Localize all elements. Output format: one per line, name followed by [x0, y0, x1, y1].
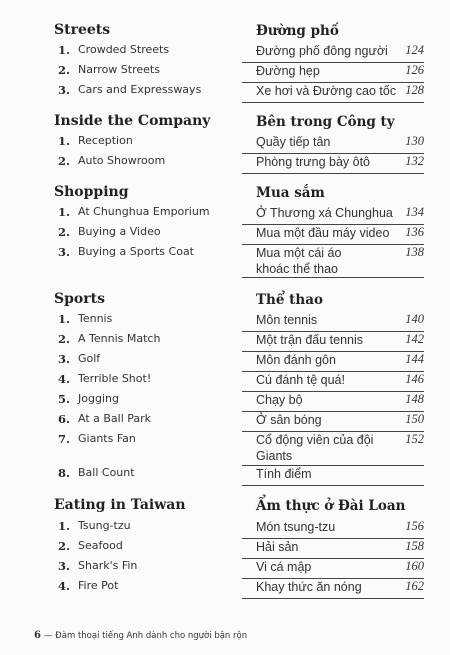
footer-page-number: 6: [34, 630, 41, 641]
item-number: 2.: [57, 63, 70, 77]
list-item: [0, 391, 450, 409]
item-page: 132: [405, 154, 424, 168]
item-page: 134: [405, 205, 424, 219]
item-title-vi: Tính điểm: [256, 467, 312, 481]
item-title-en: Giants Fan: [78, 432, 136, 445]
section-title-vi: Ẩm thực ở Đài Loan: [256, 498, 406, 514]
item-number: 1.: [57, 205, 70, 219]
item-title-en: Tsung-tzu: [78, 519, 131, 532]
item-title-en: Buying a Video: [78, 225, 161, 238]
list-item: [0, 518, 450, 536]
item-number: 7.: [57, 432, 70, 446]
item-title-vi: Cú đánh tệ quá!: [256, 373, 345, 387]
item-title-vi: Đường phố đông người: [256, 44, 388, 58]
list-item: [0, 153, 450, 171]
list-item: [0, 538, 450, 556]
item-page: 160: [405, 559, 424, 573]
item-title-vi: Phòng trưng bày ôtô: [256, 155, 371, 169]
item-number: 4.: [57, 579, 70, 593]
list-item: [0, 62, 450, 80]
item-title-en: Buying a Sports Coat: [78, 245, 194, 258]
item-number: 3.: [57, 245, 70, 259]
item-title-en: At Chunghua Emporium: [78, 205, 210, 218]
list-item: [0, 465, 450, 483]
item-title-vi: Môn tennis: [256, 313, 318, 327]
item-title-en: Narrow Streets: [78, 63, 160, 76]
divider: [242, 598, 424, 599]
item-title-vi: Ở Thương xá Chunghua: [256, 206, 393, 220]
item-number: 1.: [57, 312, 70, 326]
item-title-en: Fire Pot: [78, 579, 119, 592]
item-number: 5.: [57, 392, 70, 406]
item-number: 3.: [57, 352, 70, 366]
item-title-en: Crowded Streets: [78, 43, 170, 56]
item-page: 128: [405, 83, 424, 97]
page-footer: [34, 630, 247, 641]
item-number: 6.: [57, 412, 70, 426]
item-page: 144: [405, 352, 424, 366]
section-title-vi: Thể thao: [256, 292, 323, 308]
list-item: [0, 351, 450, 369]
item-page: 124: [405, 43, 424, 57]
divider: [242, 102, 424, 103]
item-number: 2.: [57, 154, 70, 168]
item-title-vi: Một trận đấu tennis: [256, 333, 364, 347]
section-title-en: Streets: [54, 22, 111, 38]
section-title-en: Sports: [54, 291, 105, 307]
item-title-en: Seafood: [78, 539, 123, 552]
list-item: [0, 331, 450, 349]
item-title-en: Golf: [78, 352, 101, 365]
item-page: 150: [405, 412, 424, 426]
list-item: [0, 42, 450, 60]
item-page: 156: [405, 519, 424, 533]
divider: [242, 173, 424, 174]
list-item: [0, 204, 450, 222]
section-title-en: Eating in Taiwan: [54, 497, 186, 513]
section-title-vi: Mua sắm: [256, 185, 325, 201]
item-title-en: A Tennis Match: [78, 332, 161, 345]
item-number: 3.: [57, 559, 70, 573]
item-title-en: Shark's Fin: [78, 559, 138, 572]
item-title-vi: Món tsung-tzu: [256, 520, 336, 534]
list-item: [0, 311, 450, 329]
item-number: 1.: [57, 43, 70, 57]
item-page: 138: [405, 245, 424, 259]
item-title-vi: Xe hơi và Đường cao tốc: [256, 84, 397, 98]
list-item: [0, 82, 450, 100]
divider: [242, 485, 424, 486]
item-number: 2.: [57, 539, 70, 553]
item-title-vi: Vi cá mập: [256, 560, 312, 574]
list-item: [0, 224, 450, 242]
list-item: [0, 578, 450, 596]
item-title-en: Terrible Shot!: [78, 372, 152, 385]
section-title-en: Shopping: [54, 184, 129, 200]
item-title-vi: Mua một đầu máy video: [256, 226, 390, 240]
section-title-vi: Bên trong Công ty: [256, 114, 395, 130]
section-title-vi: Đường phố: [256, 23, 339, 39]
item-page: 146: [405, 372, 424, 386]
item-title-en: Ball Count: [78, 466, 135, 479]
item-title-vi: Chạy bộ: [256, 393, 303, 407]
item-page: 158: [405, 539, 424, 553]
item-title-vi: Ở sân bóng: [256, 413, 322, 427]
item-page: 126: [405, 63, 424, 77]
item-page: 148: [405, 392, 424, 406]
item-title-vi: Môn đánh gôn: [256, 353, 336, 367]
item-title-en: Tennis: [78, 312, 113, 325]
item-number: 1.: [57, 519, 70, 533]
list-item: [0, 371, 450, 389]
item-title-vi: Hải sản: [256, 540, 299, 554]
item-title-vi: Mua một cái áo khoác thể thao: [256, 246, 342, 276]
item-title-en: Reception: [78, 134, 133, 147]
item-page: 136: [405, 225, 424, 239]
item-title-vi: Cổ động viên của đội Giants: [256, 433, 374, 463]
item-number: 2.: [57, 332, 70, 346]
list-item: [0, 244, 450, 278]
list-item: [0, 431, 450, 465]
item-number: 3.: [57, 83, 70, 97]
item-title-vi: Quầy tiếp tân: [256, 135, 331, 149]
item-title-vi: Đường hẹp: [256, 64, 320, 78]
list-item: [0, 558, 450, 576]
item-page: 152: [405, 432, 424, 446]
item-title-en: Auto Showroom: [78, 154, 166, 167]
item-number: 4.: [57, 372, 70, 386]
item-page: 142: [405, 332, 424, 346]
item-page: 162: [405, 579, 424, 593]
item-number: 8.: [57, 466, 70, 480]
item-page: 140: [405, 312, 424, 326]
item-number: 1.: [57, 134, 70, 148]
footer-book-title: — Đàm thoại tiếng Anh dành cho người bận rộn: [43, 631, 248, 641]
list-item: [0, 133, 450, 151]
item-title-vi: Khay thức ăn nóng: [256, 580, 362, 594]
list-item: [0, 411, 450, 429]
item-page: 130: [405, 134, 424, 148]
item-title-en: Jogging: [78, 392, 119, 405]
item-number: 2.: [57, 225, 70, 239]
section-title-en: Inside the Company: [54, 113, 211, 129]
item-title-en: Cars and Expressways: [78, 83, 202, 96]
item-title-en: At a Ball Park: [78, 412, 152, 425]
